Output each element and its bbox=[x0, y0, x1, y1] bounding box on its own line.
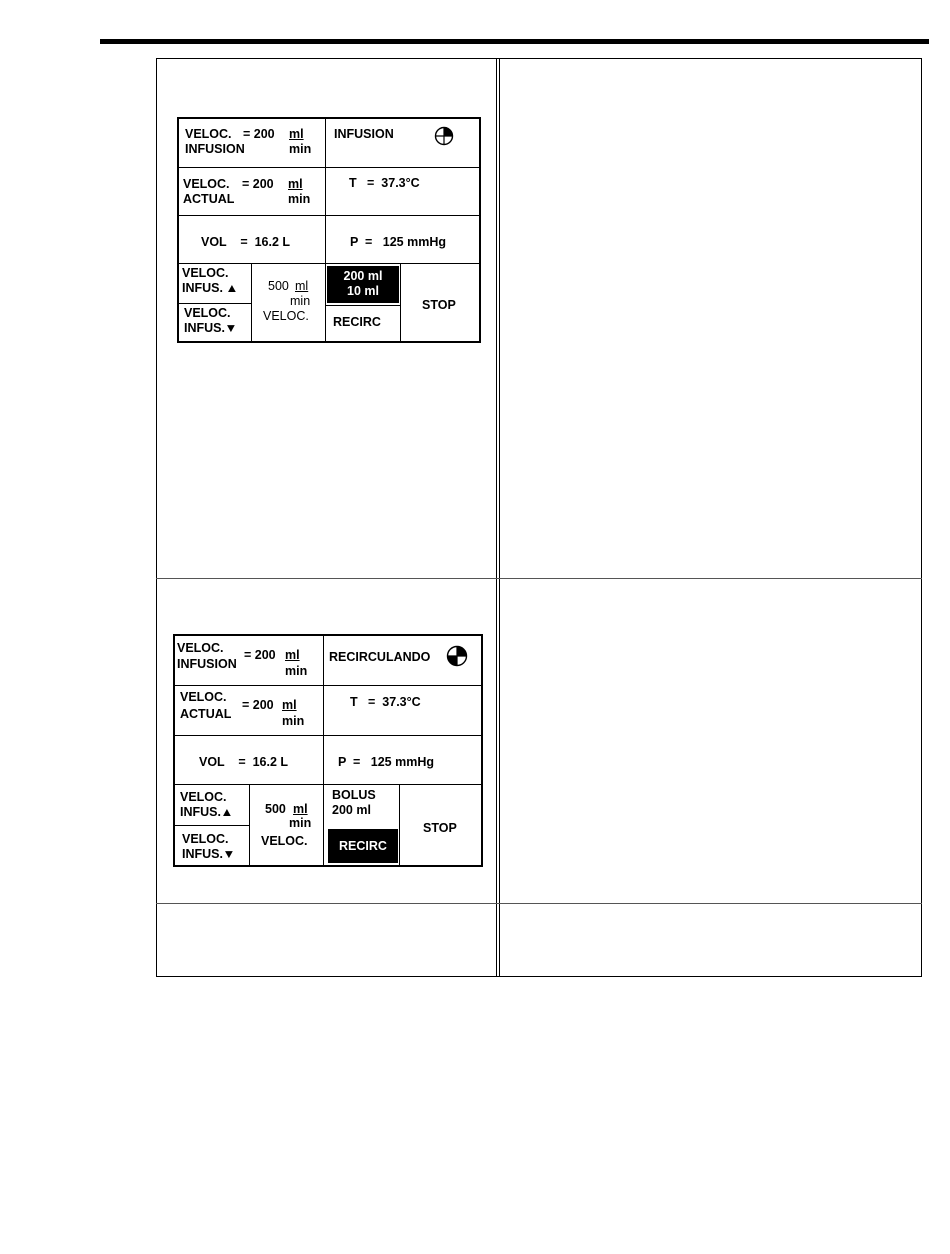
infusion-rate-value: = 200 bbox=[244, 648, 276, 662]
device-screen-2 bbox=[173, 634, 483, 867]
arrow-down-icon: ▼ bbox=[222, 847, 236, 861]
rate-up-button[interactable] bbox=[180, 790, 248, 824]
actual-rate-label: VELOC. bbox=[180, 690, 227, 704]
bolus-top-text: 200 ml bbox=[343, 269, 383, 283]
actual-rate-unit-bottom: min bbox=[288, 192, 311, 206]
rate-setting bbox=[251, 802, 323, 862]
rate-down-button[interactable] bbox=[182, 832, 248, 866]
rate-up-label-1: VELOC. bbox=[182, 266, 229, 280]
rate-up-label-1: VELOC. bbox=[180, 790, 227, 804]
infusion-rate-unit-bottom: min bbox=[289, 142, 312, 156]
rate-up-label-2: INFUS. bbox=[182, 281, 223, 295]
rate-setting-value: 500 bbox=[265, 802, 286, 816]
bolus-top-text: BOLUS bbox=[332, 788, 376, 802]
row-divider-2 bbox=[156, 903, 922, 904]
clock-icon bbox=[446, 645, 468, 667]
volume-readout: VOL = 16.2 L bbox=[201, 235, 291, 249]
pressure-readout: P = 125 mmHg bbox=[350, 235, 446, 249]
rate-setting-value: 500 bbox=[268, 279, 289, 293]
rate-down-label-1: VELOC. bbox=[184, 306, 231, 320]
device-screen-1 bbox=[177, 117, 481, 343]
rate-setting-unit-bottom: min bbox=[289, 816, 312, 830]
infusion-rate-label-2: INFUSION bbox=[185, 142, 245, 156]
bolus-bottom-text: 10 ml bbox=[347, 284, 379, 298]
infusion-rate-field bbox=[177, 641, 321, 683]
actual-rate-label: VELOC. bbox=[183, 177, 230, 191]
arrow-up-icon: ▲ bbox=[225, 281, 239, 295]
bolus-bottom-text: 200 ml bbox=[332, 803, 371, 817]
rate-setting-label: VELOC. bbox=[263, 309, 309, 323]
infusion-rate-label-2: INFUSION bbox=[177, 657, 237, 671]
actual-rate-unit-top: ml bbox=[288, 177, 303, 191]
stop-button[interactable]: STOP bbox=[422, 298, 456, 312]
status-text: RECIRCULANDO bbox=[329, 650, 431, 664]
temperature-readout: T = 37.3°C bbox=[350, 695, 421, 709]
rate-down-label-2: INFUS. bbox=[182, 847, 223, 861]
rate-up-button[interactable] bbox=[182, 266, 250, 302]
bolus-button[interactable] bbox=[332, 788, 396, 824]
infusion-rate-label: VELOC. bbox=[185, 127, 232, 141]
rate-setting-unit-top: ml bbox=[295, 279, 309, 293]
actual-rate-unit-bottom: min bbox=[282, 714, 305, 728]
actual-rate-label-2: ACTUAL bbox=[183, 192, 235, 206]
pressure-readout: P = 125 mmHg bbox=[338, 755, 434, 769]
column-divider-double bbox=[499, 58, 500, 977]
infusion-rate-value: = 200 bbox=[243, 127, 275, 141]
top-rule bbox=[100, 39, 929, 44]
actual-rate-value: = 200 bbox=[242, 177, 274, 191]
infusion-rate-field bbox=[185, 127, 323, 165]
rate-up-label-2: INFUS. bbox=[180, 805, 221, 819]
infusion-rate-label: VELOC. bbox=[177, 641, 224, 655]
rate-setting-unit-top: ml bbox=[293, 802, 308, 816]
stop-button[interactable]: STOP bbox=[423, 821, 457, 835]
recirc-button[interactable]: RECIRC bbox=[328, 829, 398, 863]
arrow-down-icon: ▼ bbox=[224, 321, 238, 335]
temperature-readout: T = 37.3°C bbox=[349, 176, 420, 190]
rate-down-label-1: VELOC. bbox=[182, 832, 229, 846]
infusion-rate-unit-bottom: min bbox=[285, 664, 308, 678]
rate-setting-label: VELOC. bbox=[261, 834, 308, 848]
infusion-rate-unit-top: ml bbox=[289, 127, 304, 141]
status-text: INFUSION bbox=[334, 127, 394, 141]
arrow-up-icon: ▲ bbox=[220, 805, 234, 819]
row-divider-1 bbox=[156, 578, 922, 579]
clock-icon bbox=[434, 126, 454, 146]
rate-setting bbox=[253, 279, 325, 339]
infusion-rate-unit-top: ml bbox=[285, 648, 300, 662]
volume-readout: VOL = 16.2 L bbox=[199, 755, 289, 769]
actual-rate-field bbox=[180, 690, 320, 732]
rate-down-button[interactable] bbox=[184, 306, 250, 342]
actual-rate-field bbox=[183, 177, 323, 213]
rate-setting-unit-bottom: min bbox=[290, 294, 311, 308]
column-divider bbox=[496, 58, 497, 977]
actual-rate-label-2: ACTUAL bbox=[180, 707, 232, 721]
recirc-button[interactable]: RECIRC bbox=[333, 315, 381, 329]
actual-rate-unit-top: ml bbox=[282, 698, 297, 712]
bolus-button[interactable] bbox=[327, 266, 399, 303]
rate-down-label-2: INFUS. bbox=[184, 321, 225, 335]
actual-rate-value: = 200 bbox=[242, 698, 274, 712]
